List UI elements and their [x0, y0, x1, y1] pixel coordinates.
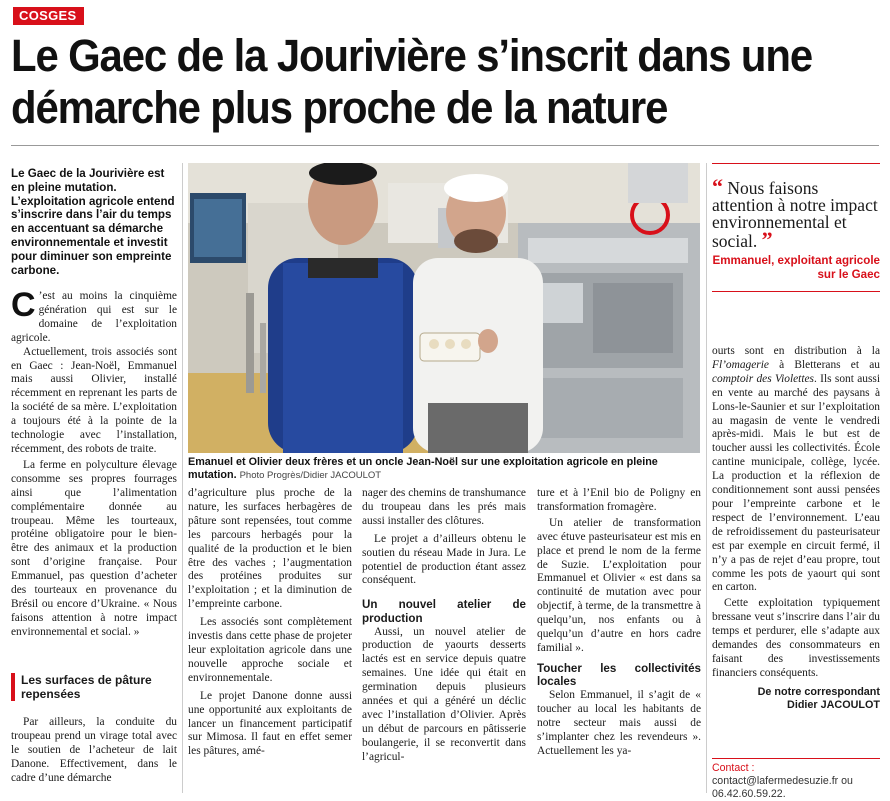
signature — [712, 686, 880, 712]
quote-close-mark: ” — [761, 227, 773, 252]
col1-paragraph: La ferme en polyculture élevage consomme ses propres fourrages ainsi que l’alimentation complémentaire donnée au troupeau. Même les tourteaux, protéine obligatoire pour le bien-être des animaux et la production sont d’origine française. Pour Emmanuel, pas question d’acheter des tourteaux en provenance du Brésil ou encore d’Ukraine. « Nous faisons attention à notre impact environnemental et social. » — [11, 458, 177, 638]
category-tag: COSGES — [13, 7, 84, 25]
col5-paragraph: ourts sont en distribution à la Fl’omagerie à Bletterans et au comptoir des Violettes. Ils sont aussi en vente au marché des paysans à Lons-le-Saunier et sur l’exploitation au magasin de vente le vendredi après-midi. Mais le but est de toucher aussi les collectivités. École cantine municipale, collège, lycée. La production et la réflexion de conditionnement sont aussi pensées pour l’empreinte carbone et le respect de l’environnement. L’eau de refroidissement du pasteurisateur est par exemple en circuit fermé, il n’y a pas de rejet d’eau propre, tout comme les pots de yaourt qui sont en carton. — [712, 345, 880, 594]
column-1 — [11, 286, 177, 640]
col1-paragraph: Par ailleurs, la conduite du troupeau prend un virage total avec le soutien de l’acheteur de lait Danone. Effectivement, dans le cadre d’une démarche — [11, 716, 177, 784]
column-4 — [537, 487, 701, 759]
photo-credit: Photo Progrès/Didier JACOULOT — [239, 469, 382, 481]
column-divider — [706, 163, 707, 793]
headline-rule — [11, 145, 879, 146]
col1-paragraph: ’est au moins la cinquième génération qui est sur le domaine de l’exploitation agricole. — [11, 290, 177, 344]
subhead-pasture: Les surfaces de pâture repensées — [11, 673, 187, 701]
article-photo — [188, 163, 700, 453]
column-1-bottom — [11, 716, 177, 786]
col3-paragraph: nager des chemins de transhumance du troupeau dans les prés mais aussi installer des clôtures. — [362, 487, 526, 527]
col4-paragraph: Selon Emmanuel, il s’agit de « toucher au local les habitants de notre secteur mais aussi de s’implanter chez les revendeurs ». Actuellement les ya- — [537, 689, 701, 757]
signature-line: De notre correspondant — [757, 685, 880, 698]
pull-quote — [712, 163, 880, 292]
caption-text: Emanuel et Olivier deux frères et un oncle Jean-Noël sur une exploitation agricole en pleine mutation. — [188, 456, 658, 481]
col5-paragraph: Cette exploitation typiquement bressane veut s’inscrire dans l’air du temps et perdurer, elle s’adapte aux demandes des consommateurs en faisant des investissements financiers conséquents. — [712, 597, 880, 679]
shop-name: comptoir des Violettes — [712, 372, 814, 385]
col2-paragraph: Les associés sont complètement investis dans cette phase de projeter leur exploitation agricole dans une nouvelle approche sociale et environnementale. — [188, 616, 352, 684]
contact-info: contact@lafermedesuzie.fr ou 06.42.60.59.22. — [712, 775, 853, 800]
quote-text: Nous faisons attention à notre impact environnemental et social. — [712, 178, 878, 251]
shop-name: Fl’omagerie — [712, 358, 769, 371]
photo-caption — [188, 456, 703, 483]
col3-paragraph: Le projet a d’ailleurs obtenu le soutien du réseau Made in Jura. Le potentiel de production étant assez conséquent. — [362, 532, 526, 587]
quote-open-mark: “ — [712, 174, 723, 199]
col4-paragraph: ture et à l’Enil bio de Poligny en transformation fromagère. — [537, 487, 701, 513]
drop-cap: C — [11, 286, 36, 324]
subhead-workshop: Un nouvel atelier de production — [362, 598, 526, 625]
chapo: Le Gaec de la Jourivière est en pleine mutation. L’exploitation agricole entend s’inscrire dans l’air du temps en accentuant sa démarche environnementale et investit pour diminuer son empreinte carbone. — [11, 167, 175, 277]
column-5 — [712, 345, 880, 712]
photo-illustration — [188, 163, 700, 453]
headline: Le Gaec de la Jourivière s’inscrit dans une démarche plus proche de la nature — [11, 30, 812, 133]
signature-name: Didier JACOULOT — [787, 698, 880, 711]
quote-bottom-rule — [712, 291, 880, 292]
subhead-collectivities: Toucher les collectivités locales — [537, 661, 701, 689]
column-3 — [362, 487, 526, 765]
contact-label: Contact : — [712, 762, 755, 774]
column-divider — [182, 163, 183, 793]
col1-paragraph: Actuellement, trois associés sont en Gaec : Jean-Noël, Emmanuel mais aussi Olivier, installé récemment en reprenant les parts de la société de sa mère. L’exploitation a toujours été à la pointe de la technologie avec l’installation, récemment, des robots de traite. — [11, 345, 177, 455]
contact-box — [712, 758, 880, 801]
col2-paragraph: d’agriculture plus proche de la nature, les surfaces herbagères de pâture sont repensées, tout comme les parcours herbagés pour la qualité de la production et le bien être des vaches ; l’augmentation des protéines produites sur l’exploitation ; et la diminution de l’empreinte carbone. — [188, 487, 352, 611]
col3-paragraph: Aussi, un nouvel atelier de production de yaourts desserts lactés est en service depuis quatre semaines. Une idée qui était en germination depuis plusieurs années et qui a généré un déclic avec l’installation d’Olivier. Après un début de parcours en pâtisserie boulangerie, il se reconvertit dans l’agricul- — [362, 625, 526, 763]
col4-paragraph: Un atelier de transformation avec étuve pasteurisateur est mis en place et prend le nom de la ferme de Suzie. L’exploitation pour Emmanuel et Olivier « est dans sa continuité de mutation avec pour objectif, à terme, de la transmettre à quelqu’un, nos enfants ou à quelqu’un d’autre en hors cadre familial ». — [537, 516, 701, 654]
column-2 — [188, 487, 352, 759]
quote-author: Emmanuel, exploitant agricole sur le Gaec — [712, 254, 880, 281]
col2-paragraph: Le projet Danone donne aussi une opportunité aux exploitants de lancer un financement participatif sur Mimosa. Il faut en effet semer les pâtures, amé- — [188, 689, 352, 758]
